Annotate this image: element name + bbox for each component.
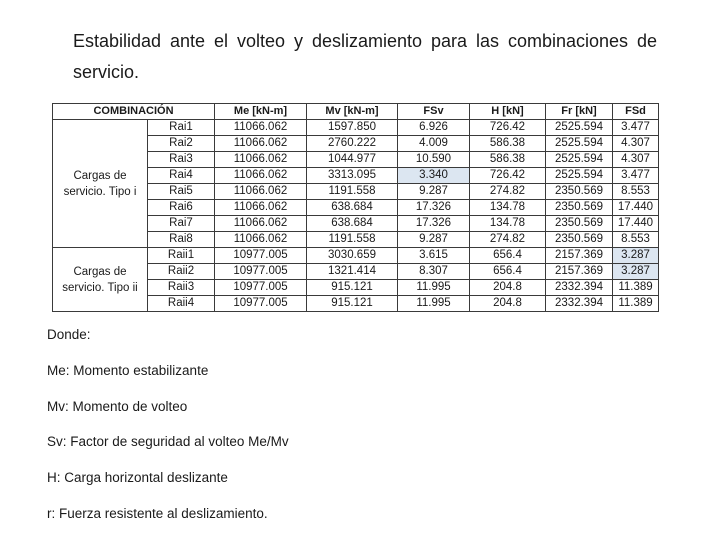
- combination-name: Rai7: [148, 216, 215, 232]
- combination-name: Rai8: [148, 232, 215, 248]
- combination-name: Raii4: [148, 296, 215, 312]
- cell-h: 204.8: [470, 280, 546, 296]
- cell-fr: 2525.594: [546, 168, 613, 184]
- cell-h: 726.42: [470, 120, 546, 136]
- cell-h: 586.38: [470, 136, 546, 152]
- cell-h: 204.8: [470, 296, 546, 312]
- header-me: Me [kN-m]: [215, 104, 307, 120]
- cell-mv: 1191.558: [307, 184, 398, 200]
- table-row: [53, 248, 659, 264]
- definition-r: r: Fuerza resistente al deslizamiento.: [47, 506, 268, 521]
- cell-me: 11066.062: [215, 152, 307, 168]
- cell-fr: 2525.594: [546, 136, 613, 152]
- table-body: [53, 120, 659, 312]
- cell-fsd: 3.287: [613, 264, 659, 280]
- combination-name: Rai4: [148, 168, 215, 184]
- cell-h: 134.78: [470, 216, 546, 232]
- header-mv: Mv [kN-m]: [307, 104, 398, 120]
- cell-fsd: 17.440: [613, 200, 659, 216]
- cell-fsv: 9.287: [398, 184, 470, 200]
- cell-me: 10977.005: [215, 248, 307, 264]
- cell-fr: 2157.369: [546, 264, 613, 280]
- cell-fsv: 11.995: [398, 280, 470, 296]
- combination-name: Raii2: [148, 264, 215, 280]
- cell-mv: 1321.414: [307, 264, 398, 280]
- cell-me: 11066.062: [215, 216, 307, 232]
- cell-fsv: 4.009: [398, 136, 470, 152]
- cell-h: 726.42: [470, 168, 546, 184]
- table-row: [53, 120, 659, 136]
- cell-fsd: 8.553: [613, 232, 659, 248]
- cell-fsd: 17.440: [613, 216, 659, 232]
- cell-mv: 638.684: [307, 216, 398, 232]
- definition-donde: Donde:: [47, 327, 91, 342]
- cell-me: 10977.005: [215, 264, 307, 280]
- combination-name: Rai6: [148, 200, 215, 216]
- cell-fsv: 11.995: [398, 296, 470, 312]
- combination-name: Raii3: [148, 280, 215, 296]
- cell-fr: 2157.369: [546, 248, 613, 264]
- cell-mv: 1597.850: [307, 120, 398, 136]
- cell-fsv: 8.307: [398, 264, 470, 280]
- cell-me: 11066.062: [215, 168, 307, 184]
- cell-fr: 2350.569: [546, 184, 613, 200]
- cell-me: 11066.062: [215, 232, 307, 248]
- cell-h: 586.38: [470, 152, 546, 168]
- combination-name: Rai1: [148, 120, 215, 136]
- cell-fsv: 17.326: [398, 216, 470, 232]
- definition-me: Me: Momento estabilizante: [47, 363, 209, 378]
- combination-name: Rai5: [148, 184, 215, 200]
- cell-h: 274.82: [470, 232, 546, 248]
- cell-me: 11066.062: [215, 184, 307, 200]
- header-combinacion: COMBINACIÓN: [53, 104, 215, 120]
- cell-mv: 915.121: [307, 280, 398, 296]
- cell-fsd: 3.477: [613, 120, 659, 136]
- cell-mv: 1191.558: [307, 232, 398, 248]
- cell-me: 11066.062: [215, 120, 307, 136]
- group-label: Cargas de servicio. Tipo ii: [53, 248, 148, 312]
- combination-name: Rai2: [148, 136, 215, 152]
- cell-me: 11066.062: [215, 200, 307, 216]
- cell-h: 134.78: [470, 200, 546, 216]
- combination-name: Raii1: [148, 248, 215, 264]
- cell-me: 11066.062: [215, 136, 307, 152]
- definition-mv: Mv: Momento de volteo: [47, 399, 188, 414]
- document-title: Estabilidad ante el volteo y deslizamiento para las combinaciones de servicio.: [73, 31, 657, 82]
- cell-fsd: 4.307: [613, 152, 659, 168]
- cell-fr: 2332.394: [546, 296, 613, 312]
- cell-fr: 2525.594: [546, 120, 613, 136]
- cell-h: 656.4: [470, 248, 546, 264]
- cell-fsd: 4.307: [613, 136, 659, 152]
- definition-sv: Sv: Factor de seguridad al volteo Me/Mv: [47, 434, 289, 449]
- cell-mv: 915.121: [307, 296, 398, 312]
- cell-fr: 2350.569: [546, 200, 613, 216]
- header-fsv: FSv: [398, 104, 470, 120]
- cell-fsv: 3.615: [398, 248, 470, 264]
- cell-fsv: 3.340: [398, 168, 470, 184]
- cell-fsd: 3.477: [613, 168, 659, 184]
- cell-fsv: 9.287: [398, 232, 470, 248]
- cell-h: 656.4: [470, 264, 546, 280]
- table-header-row: [53, 104, 659, 120]
- cell-h: 274.82: [470, 184, 546, 200]
- definition-h: H: Carga horizontal deslizante: [47, 470, 228, 485]
- cell-fsd: 3.287: [613, 248, 659, 264]
- header-h: H [kN]: [470, 104, 546, 120]
- cell-mv: 2760.222: [307, 136, 398, 152]
- cell-fr: 2350.569: [546, 216, 613, 232]
- cell-fsv: 17.326: [398, 200, 470, 216]
- cell-mv: 638.684: [307, 200, 398, 216]
- combination-name: Rai3: [148, 152, 215, 168]
- header-fr: Fr [kN]: [546, 104, 613, 120]
- cell-fsv: 6.926: [398, 120, 470, 136]
- cell-mv: 3030.659: [307, 248, 398, 264]
- cell-mv: 1044.977: [307, 152, 398, 168]
- cell-fr: 2350.569: [546, 232, 613, 248]
- header-fsd: FSd: [613, 104, 659, 120]
- cell-fsd: 8.553: [613, 184, 659, 200]
- cell-fsd: 11.389: [613, 280, 659, 296]
- cell-fsv: 10.590: [398, 152, 470, 168]
- stability-table: [52, 103, 659, 312]
- cell-fr: 2525.594: [546, 152, 613, 168]
- cell-me: 10977.005: [215, 280, 307, 296]
- cell-fr: 2332.394: [546, 280, 613, 296]
- group-label: Cargas de servicio. Tipo i: [53, 120, 148, 248]
- cell-fsd: 11.389: [613, 296, 659, 312]
- cell-mv: 3313.095: [307, 168, 398, 184]
- cell-me: 10977.005: [215, 296, 307, 312]
